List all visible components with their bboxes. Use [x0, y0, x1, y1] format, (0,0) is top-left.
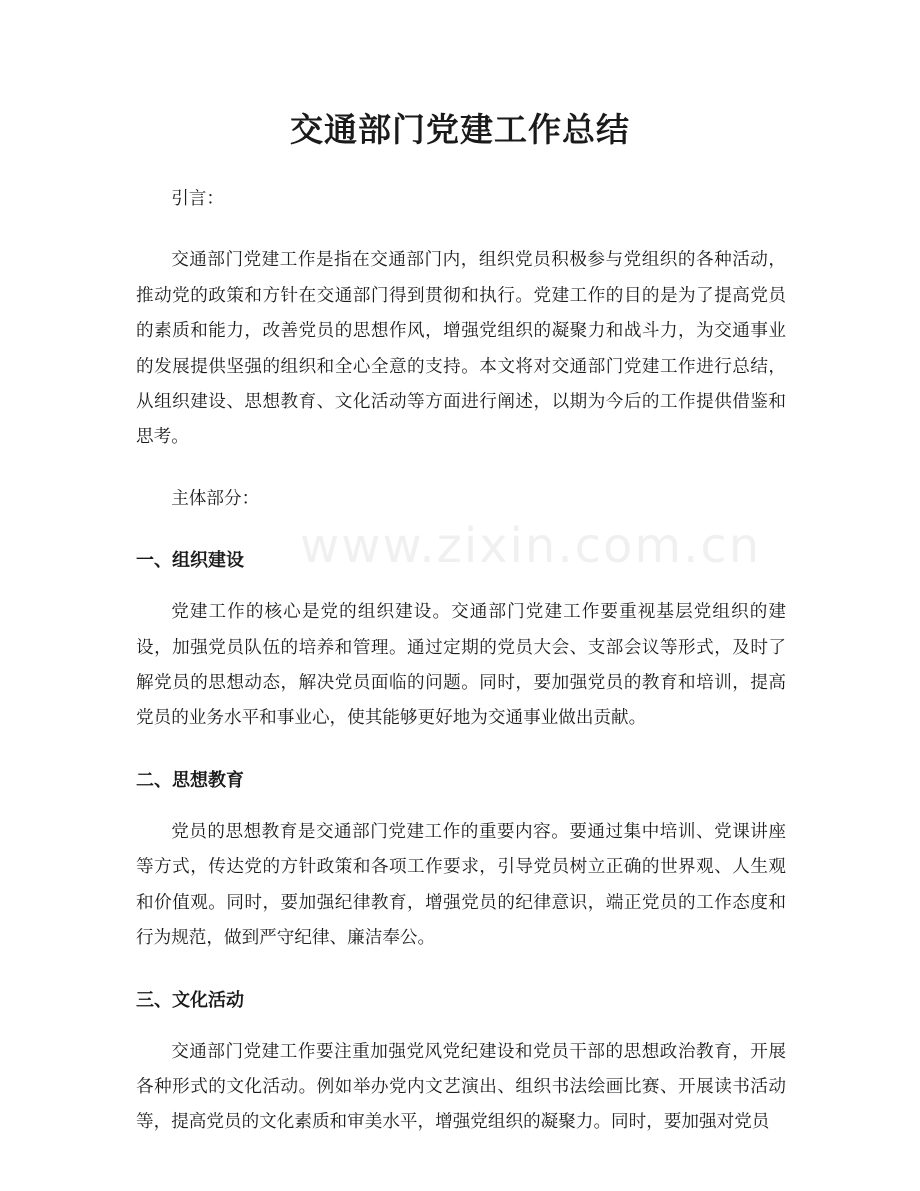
document-title: 交通部门党建工作总结	[290, 110, 630, 149]
section-heading-organization: 一、组织建设	[136, 550, 244, 572]
intro-label: 引言：	[171, 189, 224, 209]
section-paragraph-organization: 党建工作的核心是党的组织建设。交通部门党建工作要重视基层党组织的建设，加强党员队伍的培养和管理。通过定期的党员大会、支部会议等形式，及时了解党员的思想动态，解决党员面临的问题。同时，要加强党员的教育和培训，提高党员的业务水平和事业心，使其能够更好地为交通事业做出贡献。	[136, 602, 786, 729]
watermark: www.zixin.com.cn	[300, 518, 762, 574]
section-paragraph-culture: 交通部门党建工作要注重加强党风党纪建设和党员干部的思想政治教育，开展各种形式的文化活动。例如举办党内文艺演出、组织书法绘画比赛、开展读书活动等，提高党员的文化素质和审美水平，增强党组织的凝聚力。同时，要加强对党员	[136, 1041, 786, 1133]
section-heading-education: 二、思想教育	[136, 769, 244, 791]
document-body	[136, 182, 786, 1167]
intro-paragraph: 交通部门党建工作是指在交通部门内，组织党员积极参与党组织的各种活动，推动党的政策和方针在交通部门得到贯彻和执行。党建工作的目的是为了提高党员的素质和能力，改善党员的思想作风，增强党组织的凝聚力和战斗力，为交通事业的发展提供坚强的组织和全心全意的支持。本文将对交通部门党建工作进行总结，从组织建设、思想教育、文化活动等方面进行阐述，以期为今后的工作提供借鉴和思考。	[136, 250, 786, 448]
section-heading-culture: 三、文化活动	[136, 989, 244, 1011]
section-paragraph-education: 党员的思想教育是交通部门党建工作的重要内容。要通过集中培训、党课讲座等方式，传达党的方针政策和各项工作要求，引导党员树立正确的世界观、人生观和价值观。同时，要加强纪律教育，增强党员的纪律意识，端正党员的工作态度和行为规范，做到严守纪律、廉洁奉公。	[136, 821, 786, 949]
main-label: 主体部分：	[171, 488, 260, 509]
